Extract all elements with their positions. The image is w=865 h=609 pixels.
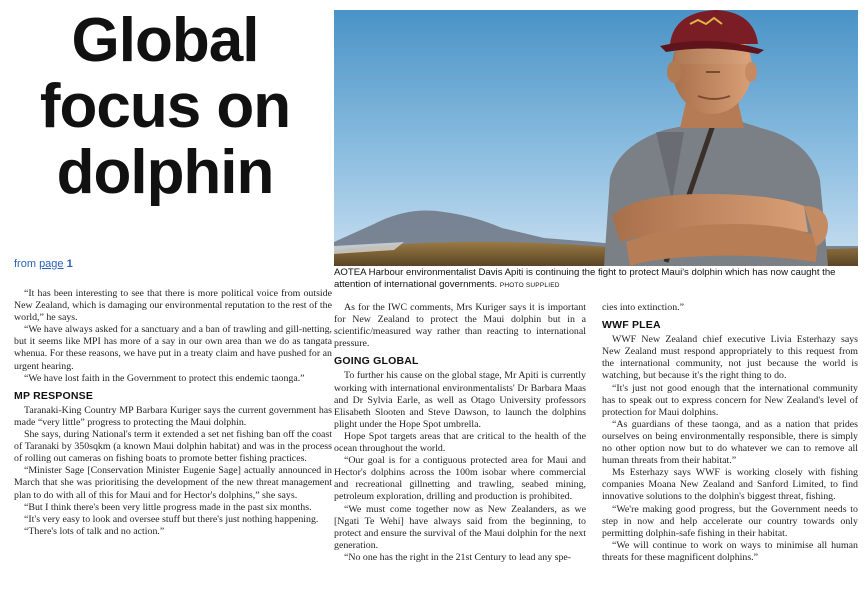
paragraph: “Our goal is for a contiguous protected area for Maui and Hector's dolphins across the 100m isobar where commercial and recreational gillnetting and trawling, seabed mining, petroleum exploration, drilling and production is prohibited. (334, 455, 586, 503)
from-page-number[interactable]: 1 (66, 258, 73, 270)
paragraph: “It's very easy to look and oversee stuff but there's just nothing happening. (24, 513, 319, 525)
paragraph: Hope Spot targets areas that are critical to the health of the ocean throughout the world. (334, 430, 586, 455)
photo-caption (334, 267, 860, 291)
from-page-word[interactable]: page (39, 258, 64, 270)
article-column-2 (334, 302, 586, 564)
continued-from-link[interactable] (14, 258, 73, 270)
subheading-mp-response: MP RESPONSE (14, 389, 94, 402)
headline-line-1: Global (71, 6, 259, 75)
headline-line-2: focus on (39, 72, 291, 141)
paragraph: “We're making good progress, but the Government needs to step in now and help accelerate our country towards only permitting dolphin-safe fishing in their habitat. (602, 503, 858, 539)
paragraph: “There's lots of talk and no action.” (24, 525, 165, 537)
paragraph: Ms Esterhazy says WWF is working closely with fishing companies Moana New Zealand and Sanford Limited, to find innovative solutions to the dolphin's biggest threat, fishing. (602, 467, 858, 503)
paragraph: “It's just not good enough that the international community has to speak out to express concern for New Zealand's level of protection for Maui dolphins. (602, 382, 858, 418)
paragraph: Taranaki-King Country MP Barbara Kuriger says the current government has made “very little” progress to protecting the Maui dolphin. (14, 404, 332, 428)
paragraph: “No one has the right in the 21st Century to lead any spe- (344, 551, 572, 563)
paragraph: “We have always asked for a sanctuary and a ban of trawling and gill-netting, but it seems like MPI has more of a say in our own area than we do as tangata whenua. For these reasons, we have put in a treaty claim and have pushed for an urgent hearing. (14, 324, 332, 372)
article-column-3 (602, 302, 858, 564)
caption-text: AOTEA Harbour environmentalist Davis Apiti is continuing the fight to protect Maui's dolphin which has now caught the attention of international governments. (334, 267, 836, 290)
paragraph: “We have lost faith in the Government to protect this endemic taonga.” (24, 372, 305, 384)
photo-credit: PHOTO SUPPLIED (499, 281, 560, 289)
headline (0, 8, 330, 206)
from-prefix: from (14, 258, 40, 270)
paragraph: “We will continue to work on ways to minimise all human threats for these magnificent dolphins.” (602, 539, 858, 563)
subheading-wwf-plea: WWF PLEA (602, 319, 661, 332)
paragraph: “As guardians of these taonga, and as a nation that prides ourselves on being environmentally responsible, there is simply no other option now but to do whatever we can to remove all human threats from their habitat.” (602, 418, 858, 467)
paragraph: “It has been interesting to see that there is more political voice from outside New Zealand, which is damaging our environmental reputation to the rest of the world,” he says. (14, 288, 332, 324)
paragraph: As for the IWC comments, Mrs Kuriger says it is important for New Zealand to protect the Maui dolphin but in a scientific/measured way rather than reacting to international pressure. (334, 302, 586, 350)
paragraph: She says, during National's term it extended a set net fishing ban off the coast of Taranaki by 350sqkm (a known Maui dolphin habitat) and was in the process of rolling out cameras on fishing boats to promote better fishing practices. (14, 429, 332, 465)
article-column-1 (14, 288, 332, 538)
subheading-going-global: GOING GLOBAL (334, 355, 419, 368)
man-with-crossed-arms-photo (334, 10, 858, 266)
paragraph: WWF New Zealand chief executive Livia Esterhazy says New Zealand must respond appropriately to this request from the international community, not just because the world is watching, but because it's the right thing to do. (602, 334, 858, 382)
paragraph: “But I think there's been very little progress made in the past six months. (24, 501, 312, 513)
headline-line-3: dolphin (56, 138, 274, 207)
paragraph: To further his cause on the global stage, Mr Apiti is currently working with international environmentalists' Dr Barbara Maas and Dr Sylvia Earle, as well as Otago University professors Elisabeth Slooten and Steve Dawson, to launch the dolphins plight under the Hope Spot umbrella. (334, 370, 586, 430)
paragraph: cies into extinction.” (602, 302, 684, 313)
paragraph: “We must come together now as New Zealanders, as we [Ngati Te Wehi] have always said from the beginning, to protect and ensure the survival of the Maui dolphin for the next generation. (334, 503, 586, 551)
paragraph: “Minister Sage [Conservation Minister Eugenie Sage] actually announced in March that she was prioritising the development of the new threat management plan to do with all of this for Maui and for Hector's dolphins,” she says. (14, 465, 332, 501)
